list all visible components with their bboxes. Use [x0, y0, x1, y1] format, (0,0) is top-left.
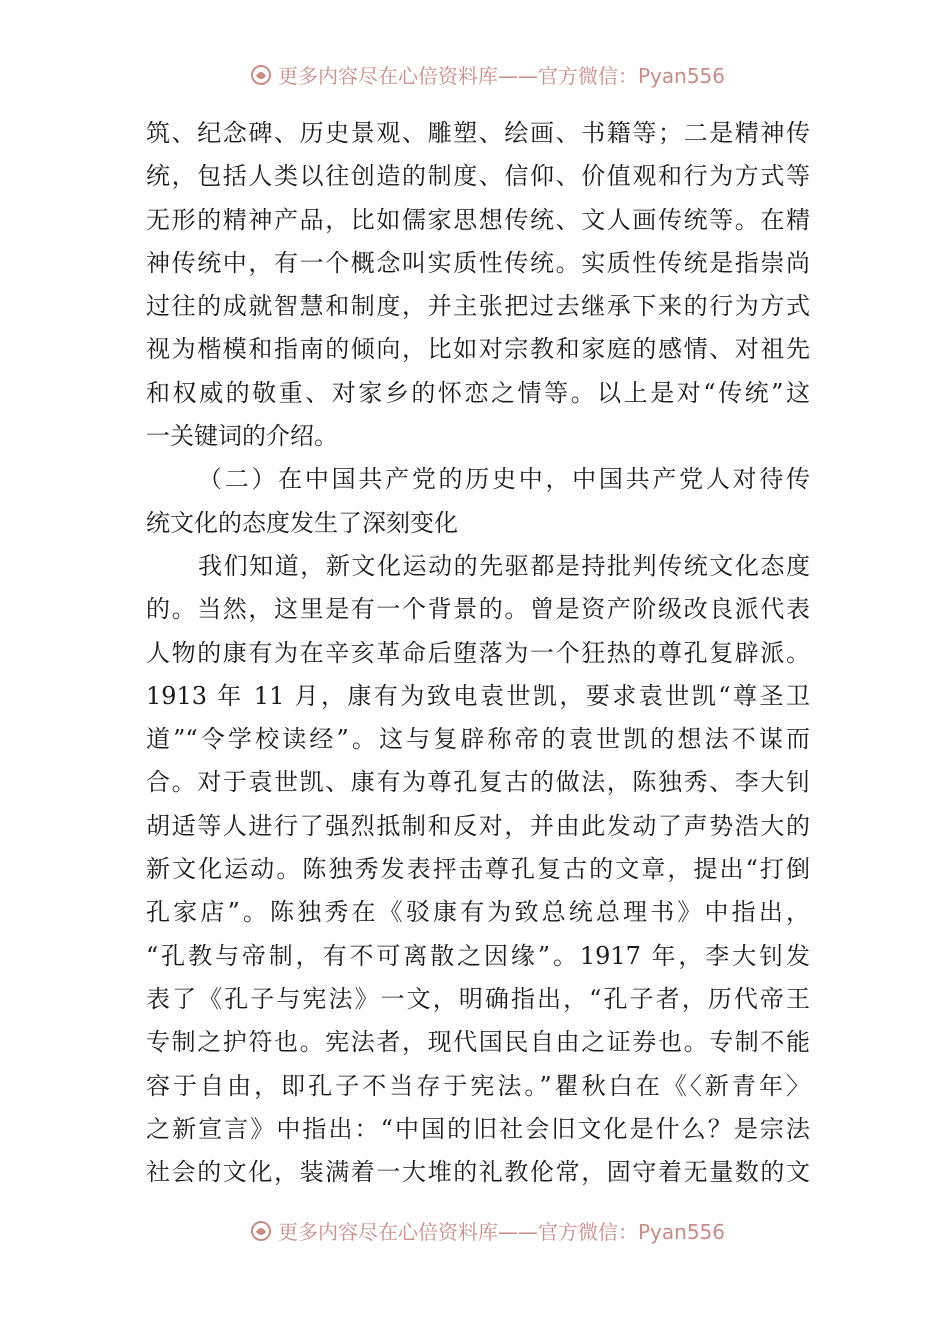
- text-line: 视为楷模和指南的倾向，比如对宗教和家庭的感情、对祖先: [146, 335, 810, 364]
- text-line: 无形的精神产品，比如儒家思想传统、文人画传统等。在精: [146, 205, 810, 234]
- text-line: 统，包括人类以往创造的制度、信仰、价值观和行为方式等: [146, 162, 810, 191]
- text-line: “孔教与帝制，有不可离散之因缘”。1917 年，李大钊发: [146, 941, 810, 970]
- text-line: 的。当然，这里是有一个背景的。曾是资产阶级改良派代表: [146, 595, 810, 624]
- logo-icon: [250, 64, 272, 86]
- text-line: 我们知道，新文化运动的先驱都是持批判传统文化态度: [198, 551, 810, 580]
- text-line: 胡适等人进行了强烈抵制和反对，并由此发动了声势浩大的: [146, 811, 810, 840]
- text-line: 新文化运动。陈独秀发表抨击尊孔复古的文章，提出“打倒: [146, 855, 810, 884]
- text-line: 之新宣言》中指出：“中国的旧社会旧文化是什么？是宗法: [146, 1114, 810, 1143]
- text-line: 社会的文化，装满着一大堆的礼教伦常，固守着无量数的文: [146, 1158, 810, 1187]
- footer-watermark: [0, 1204, 950, 1244]
- text-line: 道”“令学校读经”。这与复辟称帝的袁世凯的想法不谋而: [146, 725, 810, 754]
- text-line: 合。对于袁世凯、康有为尊孔复古的做法，陈独秀、李大钊: [146, 768, 810, 797]
- document-body: [146, 112, 810, 1194]
- text-line: 和权威的敬重、对家乡的怀恋之情等。以上是对“传统”这: [146, 378, 810, 407]
- watermark-text: 更多内容尽在心倍资料库——官方微信：Pyan556: [278, 1220, 726, 1244]
- header-watermark: [0, 48, 950, 88]
- text-line: 筑、纪念碑、历史景观、雕塑、绘画、书籍等；二是精神传: [146, 119, 810, 147]
- section-heading-line: 统文化的态度发生了深刻变化: [146, 508, 458, 537]
- text-line: 过往的成就智慧和制度，并主张把过去继承下来的行为方式: [146, 292, 810, 321]
- text-line: 神传统中，有一个概念叫实质性传统。实质性传统是指崇尚: [146, 248, 810, 277]
- text-line: 人物的康有为在辛亥革命后堕落为一个狂热的尊孔复辟派。: [146, 638, 810, 667]
- text-line: 孔家店”。陈独秀在《驳康有为致总统总理书》中指出，: [146, 898, 810, 927]
- section-heading-line: （二）在中国共产党的历史中，中国共产党人对待传: [198, 465, 810, 494]
- text-line: 一关键词的介绍。: [146, 422, 338, 451]
- logo-icon: [250, 1220, 272, 1242]
- text-line: 专制之护符也。宪法者，现代国民自由之证券也。专制不能: [146, 1028, 810, 1057]
- text-line: 表了《孔子与宪法》一文，明确指出，“孔子者，历代帝王: [146, 984, 810, 1013]
- watermark-text: 更多内容尽在心倍资料库——官方微信：Pyan556: [278, 64, 726, 88]
- text-line: 容于自由，即孔子不当存于宪法。”瞿秋白在《〈新青年〉: [146, 1071, 810, 1100]
- text-line: 1913 年 11 月，康有为致电袁世凯，要求袁世凯“尊圣卫: [146, 681, 810, 710]
